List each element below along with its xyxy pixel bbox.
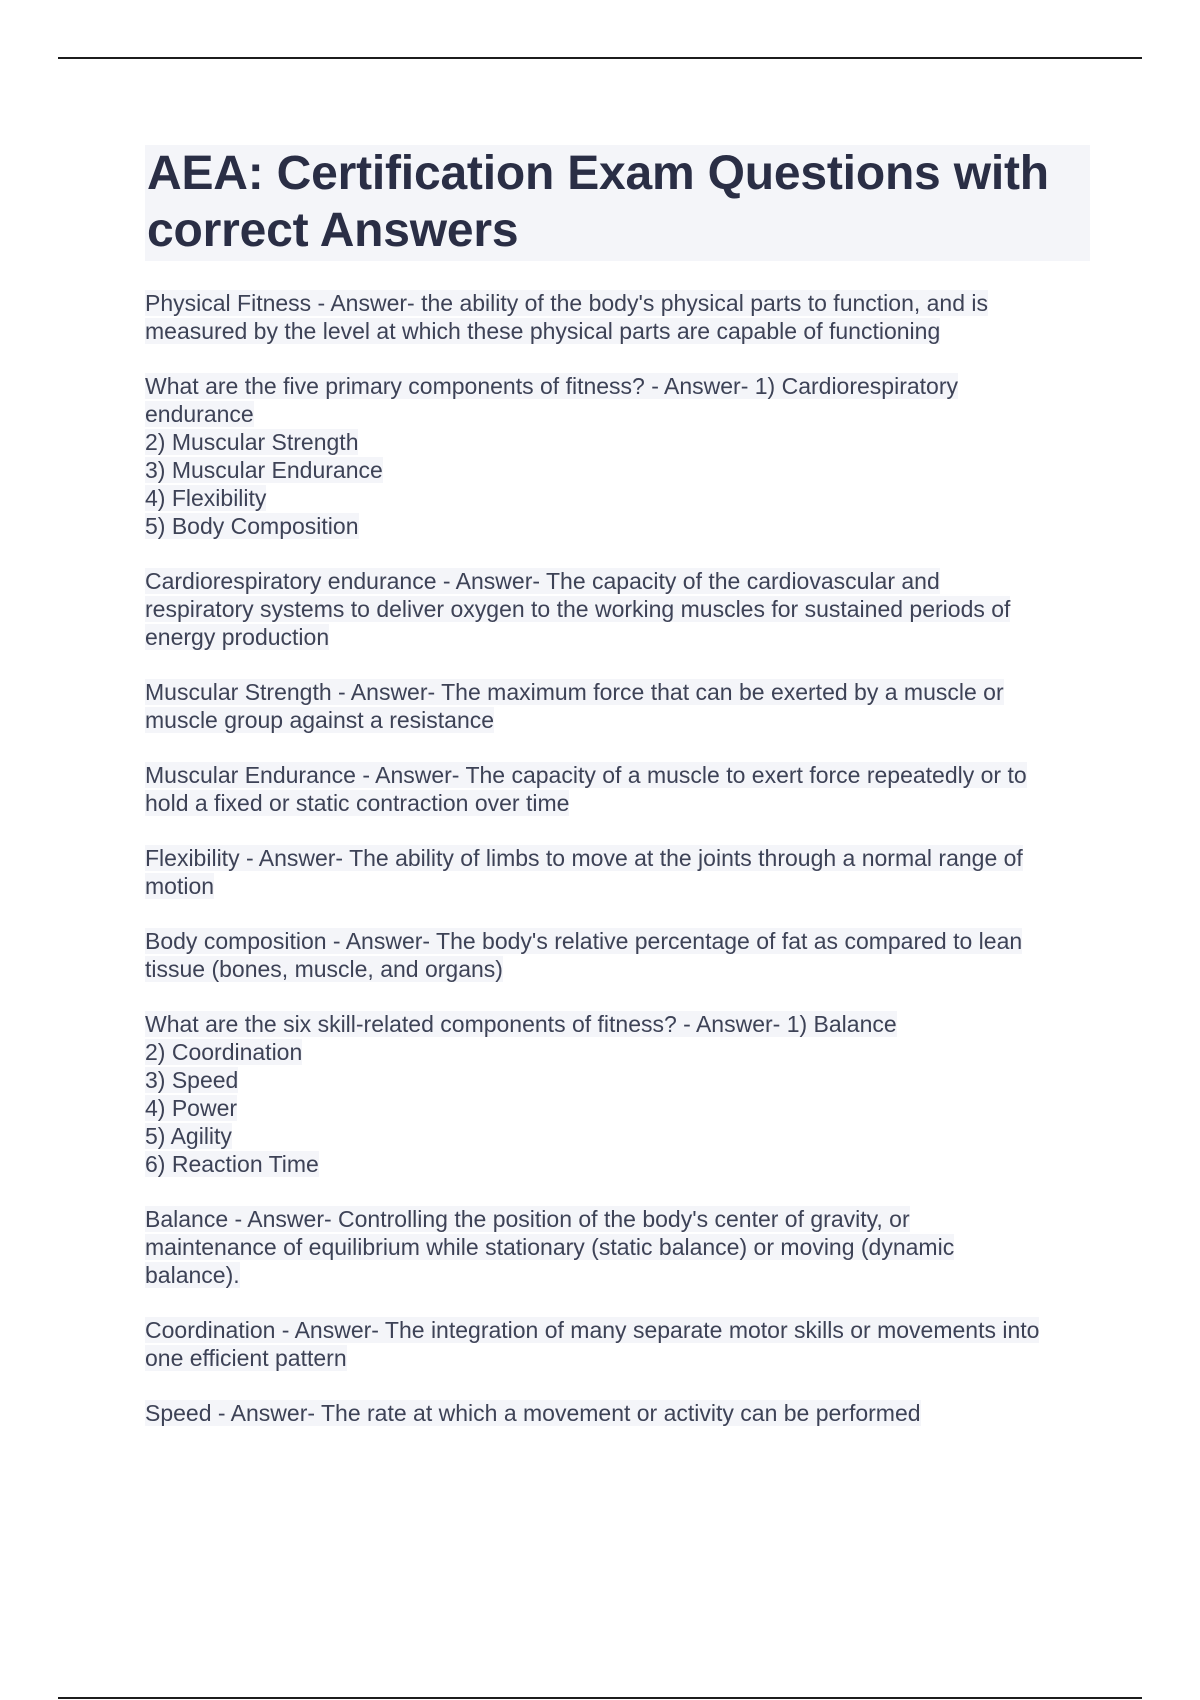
qa-entry-text: muscle group against a resistance [145, 707, 495, 733]
qa-entry-text: 2) Coordination [145, 1039, 303, 1065]
qa-entry-line [145, 1344, 1090, 1372]
qa-entry-line [145, 1233, 1090, 1261]
qa-entry-line [145, 456, 1090, 484]
qa-entry-text: measured by the level at which these physical parts are capable of functioning [145, 318, 941, 344]
qa-entry-line [145, 623, 1090, 651]
qa-entry-text: motion [145, 873, 215, 899]
qa-entry-line [145, 1316, 1090, 1344]
qa-entry-line [145, 927, 1090, 955]
qa-entry-line [145, 844, 1090, 872]
qa-entry-line [145, 567, 1090, 595]
qa-entry [145, 761, 1090, 817]
qa-entry-text: Balance - Answer- Controlling the position of the body's center of gravity, or [145, 1206, 910, 1232]
qa-entry-line [145, 1261, 1090, 1289]
qa-entry [145, 1010, 1090, 1178]
qa-entry-text: 3) Muscular Endurance [145, 457, 383, 483]
qa-entry-text: What are the six skill-related components of fitness? - Answer- 1) Balance [145, 1011, 897, 1037]
qa-entry [145, 567, 1090, 651]
qa-entry-text: Speed - Answer- The rate at which a movement or activity can be performed [145, 1400, 921, 1426]
qa-entry-line [145, 512, 1090, 540]
qa-entry-text: 5) Body Composition [145, 513, 359, 539]
qa-entry-line [145, 1066, 1090, 1094]
qa-entry-line [145, 317, 1090, 345]
qa-entry-text: maintenance of equilibrium while stationary (static balance) or moving (dynamic [145, 1234, 955, 1260]
qa-entry [145, 1399, 1090, 1427]
footer-rule [58, 1697, 1142, 1699]
qa-entry-text: Cardiorespiratory endurance - Answer- The capacity of the cardiovascular and [145, 568, 940, 594]
qa-entry-line [145, 761, 1090, 789]
qa-entry-line [145, 1205, 1090, 1233]
qa-entry [145, 372, 1090, 540]
qa-entry-text: Physical Fitness - Answer- the ability of the body's physical parts to function, and is [145, 290, 989, 316]
qa-entry-text: What are the five primary components of fitness? - Answer- 1) Cardiorespiratory [145, 373, 958, 399]
qa-entry-line [145, 1150, 1090, 1178]
qa-entry-text: balance). [145, 1262, 240, 1288]
document-title: AEA: Certification Exam Questions with correct Answers [145, 145, 1090, 261]
qa-entry-line [145, 484, 1090, 512]
qa-entry-text: 3) Speed [145, 1067, 239, 1093]
qa-entry-text: energy production [145, 624, 330, 650]
qa-entry-line [145, 289, 1090, 317]
qa-entry-line [145, 872, 1090, 900]
qa-entry-text: Muscular Endurance - Answer- The capacity of a muscle to exert force repeatedly or to [145, 762, 1027, 788]
qa-entry [145, 844, 1090, 900]
qa-entry-text: hold a fixed or static contraction over time [145, 790, 570, 816]
document-body [145, 145, 1090, 1454]
qa-entry-line [145, 1038, 1090, 1066]
qa-entry-text: 4) Power [145, 1095, 238, 1121]
qa-entry-text: 2) Muscular Strength [145, 429, 359, 455]
qa-entry-text: Body composition - Answer- The body's relative percentage of fat as compared to lean [145, 928, 1023, 954]
qa-entry-text: one efficient pattern [145, 1345, 347, 1371]
qa-entry-line [145, 428, 1090, 456]
qa-entry-text: endurance [145, 401, 254, 427]
qa-entry [145, 1205, 1090, 1289]
qa-entry-text: 5) Agility [145, 1123, 232, 1149]
qa-list [145, 289, 1090, 1427]
qa-entry-text: tissue (bones, muscle, and organs) [145, 956, 503, 982]
qa-entry-text: Coordination - Answer- The integration of many separate motor skills or movements into [145, 1317, 1040, 1343]
qa-entry-line [145, 400, 1090, 428]
qa-entry-text: Muscular Strength - Answer- The maximum force that can be exerted by a muscle or [145, 679, 1004, 705]
qa-entry-line [145, 955, 1090, 983]
qa-entry-text: 6) Reaction Time [145, 1151, 319, 1177]
qa-entry [145, 927, 1090, 983]
qa-entry-line [145, 1122, 1090, 1150]
qa-entry-line [145, 789, 1090, 817]
qa-entry-text: respiratory systems to deliver oxygen to the working muscles for sustained periods of [145, 596, 1011, 622]
qa-entry-line [145, 678, 1090, 706]
qa-entry [145, 1316, 1090, 1372]
qa-entry-line [145, 706, 1090, 734]
qa-entry-line [145, 1399, 1090, 1427]
qa-entry-line [145, 372, 1090, 400]
qa-entry [145, 678, 1090, 734]
qa-entry-text: Flexibility - Answer- The ability of limbs to move at the joints through a normal range of [145, 845, 1023, 871]
qa-entry-line [145, 1010, 1090, 1038]
qa-entry [145, 289, 1090, 345]
header-rule [58, 57, 1142, 59]
qa-entry-text: 4) Flexibility [145, 485, 267, 511]
qa-entry-line [145, 1094, 1090, 1122]
qa-entry-line [145, 595, 1090, 623]
